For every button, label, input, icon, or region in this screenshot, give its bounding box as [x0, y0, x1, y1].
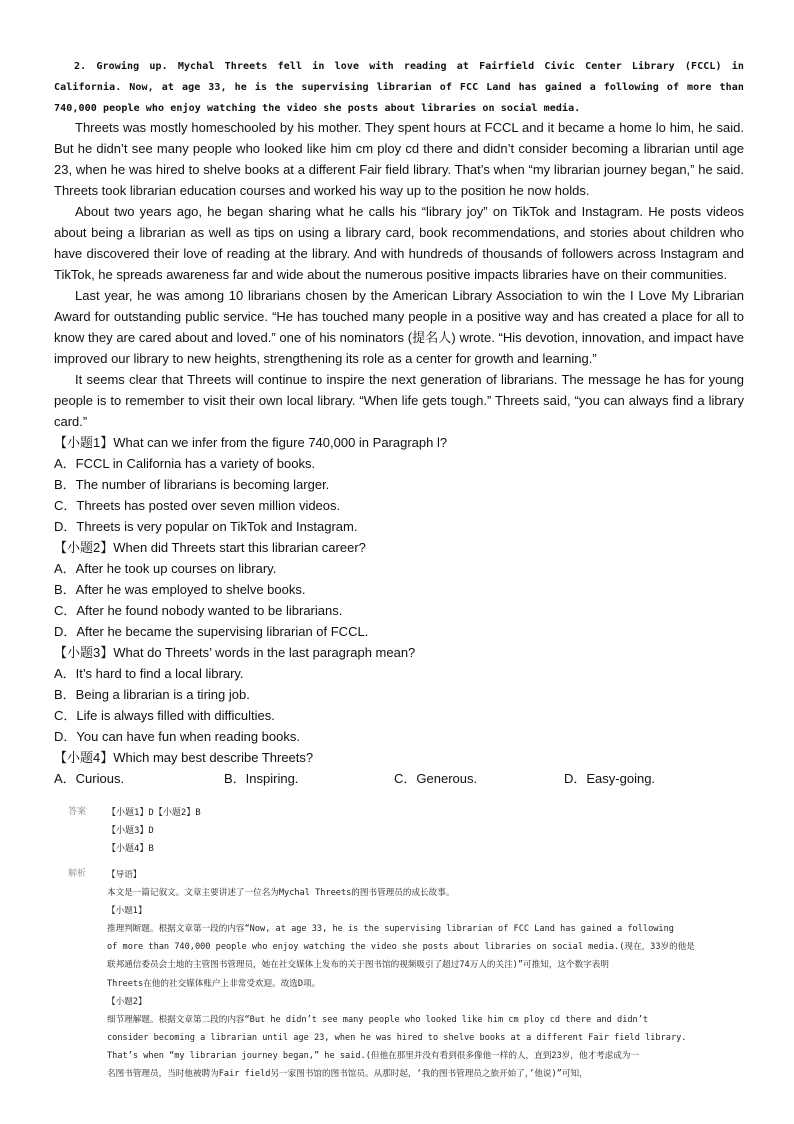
question-stem: 【小题4】Which may best describe Threets? [54, 750, 314, 765]
passage-body [54, 117, 744, 789]
option-c: C．Life is always filled with difficulties. [54, 708, 275, 723]
option-b: B．The number of librarians is becoming larger. [54, 477, 330, 492]
answer-label: 答案 [68, 806, 87, 816]
intro-text: 2. Growing up. Mychal Threets fell in love with reading at Fairfield Civic Center Library (FCCL) in California. Now, at age 33, he is the supervising librarian of FCC Land has gained a following of more than 740,000 people who enjoy watching the video she posts about libraries on social media. [54, 61, 744, 114]
analysis-line: 细节理解题。根据文章第二段的内容“But he didn’t see many people who looked like him cm ploy cd there and didn’t [107, 1014, 649, 1025]
option-d: D．Easy-going. [564, 771, 656, 786]
analysis-line: of more than 740,000 people who enjoy watching the video she posts about libraries on social media.(现在，33岁的他是 [107, 942, 695, 953]
option-c: C．Generous. [394, 771, 478, 786]
analysis-line: 名图书管理员，当时他被聘为Fair field另一家图书馆的图书馆员。从那时起，‘我的图书管理员之旅开始了，’他说)”可知， [107, 1069, 588, 1080]
analysis-line: 联邦通信委员会土地的主管图书管理员，她在社交媒体上发布的关于图书馆的视频吸引了超过74万人的关注)”可推知，这个数字表明 [107, 960, 609, 971]
option-a: A．FCCL in California has a variety of books. [54, 456, 316, 471]
answer-line: 【小题4】B [107, 844, 154, 854]
option-a: A．Curious. [54, 771, 125, 786]
option-b: B．Being a librarian is a tiring job. [54, 687, 250, 702]
answer-lines [107, 804, 201, 858]
option-b: B．Inspiring. [224, 771, 299, 786]
option-b: B．After he was employed to shelve books. [54, 582, 306, 597]
option-c: C．After he found nobody wanted to be librarians. [54, 603, 343, 618]
option-d: D．After he became the supervising librarian of FCCL. [54, 624, 369, 639]
question-2 [54, 537, 744, 642]
option-d: D．You can have fun when reading books. [54, 729, 300, 744]
analysis-line: That’s when “my librarian journey began,” he said.(但他在那里并没有看到很多像他一样的人，直到23岁，他才考虑成为一 [107, 1050, 640, 1061]
analysis-line: 推理判断题。根据文章第一段的内容“Now, at age 33, he is the supervising librarian of FCC Land has gained a following [107, 924, 674, 935]
paragraph-4: Last year, he was among 10 librarians chosen by the American Library Association to win the I Love My Librarian Award for outstanding public service. “He has touched many people in a positive way and has created a place for all to know they are cared about and loved.” one of his nominators (提名人) wrote. “His devotion, innovation, and impact have improved our library to new heights, strengthening its role as a center for growth and learning.” [54, 288, 744, 366]
option-a: A．After he took up courses on library. [54, 561, 277, 576]
paragraph-2: Threets was mostly homeschooled by his mother. They spent hours at FCCL and it became a home lo him, he said. But he didn’t see many people who looked like him cm ploy cd there and didn’t consider becoming a librarian until age 23, when he was hired to shelve books at a different Fair field library. That’s when “my librarian journey began,” he said. Threets took librarian education courses and worked his way up to the position he now holds. [54, 120, 744, 198]
option-a: A．It’s hard to find a local library. [54, 666, 244, 681]
answer-line: 【小题3】D [107, 826, 154, 836]
analysis-line: 本文是一篇记叙文。文章主要讲述了一位名为Mychal Threets的图书管理员的成长故事。 [107, 888, 455, 899]
analysis-label: 解析 [68, 868, 87, 878]
analysis-line: Threets在他的社交媒体账户上非常受欢迎。故选D项。 [107, 978, 321, 989]
analysis-line: 【导语】 [107, 870, 142, 880]
analysis-line: 【小题1】 [107, 906, 147, 917]
question-1 [54, 432, 744, 537]
question-4 [54, 747, 744, 789]
paragraph-3: About two years ago, he began sharing what he calls his “library joy” on TikTok and Instagram. He posts videos about being a librarian as well as tips on using a library card, book recommendations, and stories about children who have discovered their love of reading at the library. And with hundreds of thousands of followers across Instagram and TikTok, he spreads awareness far and wide about the numerous positive impacts libraries have on their communities. [54, 204, 744, 282]
passage-intro [54, 56, 744, 119]
option-c: C．Threets has posted over seven million videos. [54, 498, 341, 513]
analysis-lines [107, 866, 727, 1083]
answer-line: 【小题1】D【小题2】B [107, 808, 201, 818]
question-3 [54, 642, 744, 747]
question-stem: 【小题3】What do Threets’ words in the last paragraph mean? [54, 645, 416, 660]
analysis-line: consider becoming a librarian until age 23, when he was hired to shelve books at a different Fair field library. [107, 1032, 687, 1043]
question-stem: 【小题2】When did Threets start this librarian career? [54, 540, 366, 555]
option-d: D．Threets is very popular on TikTok and Instagram. [54, 519, 358, 534]
paragraph-5: It seems clear that Threets will continue to inspire the next generation of librarians. The message he has for young people is to remember to visit their own local library. “When life gets tough.” Threets said, “you can always find a library card.” [54, 372, 744, 429]
options-row [54, 768, 744, 789]
analysis-line: 【小题2】 [107, 996, 147, 1007]
question-stem: 【小题1】What can we infer from the figure 740,000 in Paragraph l? [54, 435, 448, 450]
